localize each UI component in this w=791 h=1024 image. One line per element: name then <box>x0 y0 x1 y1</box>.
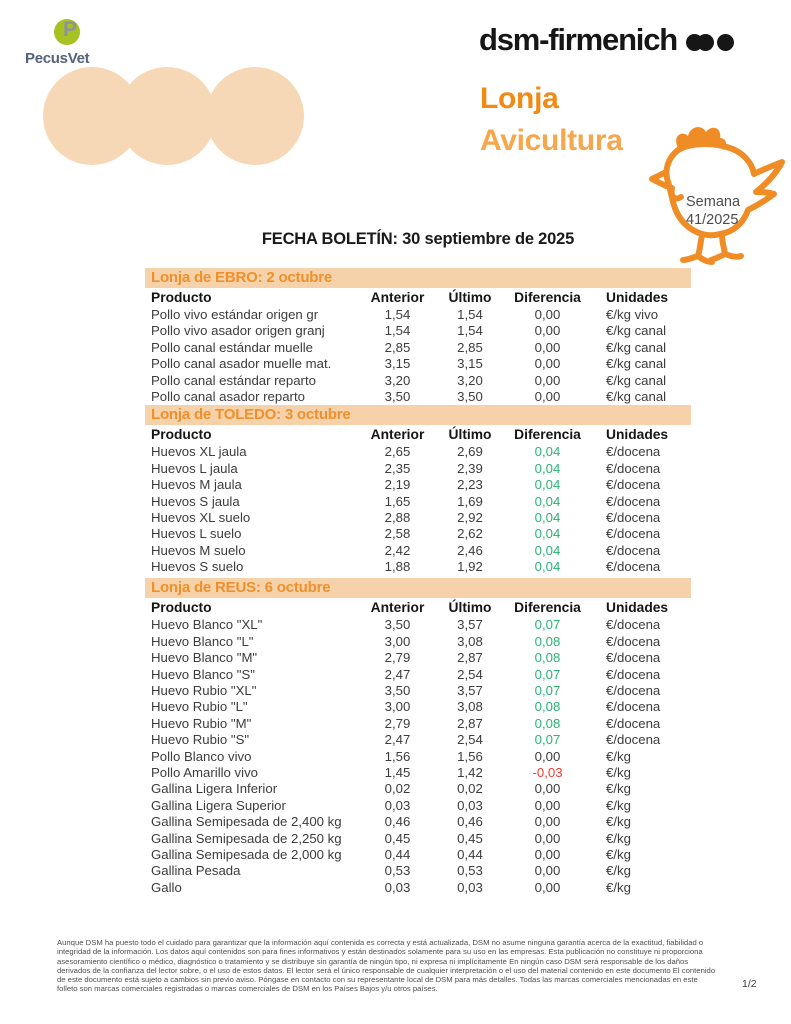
product-name: Pollo canal estándar muelle <box>151 339 314 355</box>
ultimo-value: 0,53 <box>457 863 483 879</box>
ultimo-value: 1,69 <box>457 493 483 509</box>
diferencia-value: 0,04 <box>534 460 561 476</box>
unidades-value: €/kg canal <box>606 323 667 339</box>
diferencia-value: 0,00 <box>534 748 561 764</box>
anterior-value: 1,54 <box>384 323 411 339</box>
page-number: 1/2 <box>742 978 757 990</box>
dsm-dots-icon <box>686 34 734 51</box>
diferencia-value: 0,04 <box>534 477 561 493</box>
table-row <box>145 477 691 493</box>
diferencia-value: 0,00 <box>534 388 561 404</box>
unidades-value: €/kg canal <box>606 356 667 372</box>
anterior-value: 2,42 <box>384 542 411 558</box>
ultimo-value: 0,45 <box>457 830 483 846</box>
unidades-value: €/kg <box>606 814 631 830</box>
diferencia-value: 0,00 <box>534 830 561 846</box>
table-row <box>145 543 691 559</box>
diferencia-value: 0,07 <box>534 666 561 682</box>
product-name: Pollo canal asador reparto <box>151 388 305 404</box>
unidades-value: €/kg <box>606 781 631 797</box>
ultimo-value: 3,15 <box>457 356 483 372</box>
diferencia-value: 0,00 <box>534 323 561 339</box>
ultimo-value: 2,54 <box>457 732 483 748</box>
table-row <box>145 559 691 575</box>
ultimo-value: 2,92 <box>457 509 483 525</box>
page-title-line1: Lonja <box>480 82 559 115</box>
column-header: Unidades <box>606 600 669 616</box>
column-header: Producto <box>151 600 212 616</box>
table-row <box>145 494 691 510</box>
unidades-value: €/kg <box>606 830 631 846</box>
diferencia-value: 0,00 <box>534 781 561 797</box>
ultimo-value: 0,44 <box>457 846 483 862</box>
diferencia-value: -0,03 <box>532 764 563 780</box>
anterior-value: 1,54 <box>384 307 411 322</box>
bulletin-date: FECHA BOLETÍN: 30 septiembre de 2025 <box>261 230 575 248</box>
ultimo-value: 1,54 <box>457 323 483 339</box>
diferencia-value: 0,00 <box>534 814 561 830</box>
diferencia-value: 0,00 <box>534 797 561 813</box>
table-row <box>145 798 691 814</box>
legal-disclaimer: Aunque DSM ha puesto todo el cuidado para garantizar que la información aquí contenida es correcta y está actualizada, DSM no asume ninguna garantía acerca de la exactitud, fiabilidad o integridad de la información. Los datos aquí contenidos son para fines informativos y están destinados solamente para su uso en las empresas. Esta publicación no constituye ni proporciona asesoramiento científico o médico, diagnóstico o tratamiento y se distribuye sin garantía de ningún tipo, ni expresa ni implícitamente En ningún caso DSM será responsable de los daños derivados de la confianza del lector sobre, o el uso de estos datos. El lector será el único responsable de cualquier interpretación o el uso del material contenido en este documento El contenido de este documento está sujeto a cambios sin previo aviso. Póngase en contacto con su representante local de DSM para más detalles. Todas las marcas comerciales mencionadas en este folleto son marcas comerciales registradas o marcas comerciales de DSM en los Países Bajos y/u otros países. <box>57 938 716 994</box>
column-header: Producto <box>151 290 212 305</box>
anterior-value: 0,03 <box>384 879 411 895</box>
product-name: Gallina Semipesada de 2,400 kg <box>151 814 342 830</box>
diferencia-value: 0,00 <box>534 372 561 388</box>
product-name: Gallina Semipesada de 2,250 kg <box>151 830 342 846</box>
table-row <box>145 356 691 372</box>
week-value: 41/2025 <box>686 211 739 228</box>
column-header: Diferencia <box>514 600 581 616</box>
product-name: Huevos S jaula <box>151 493 240 509</box>
table-row <box>145 732 691 748</box>
ultimo-value: 2,69 <box>457 444 483 460</box>
column-header: Último <box>448 600 492 616</box>
diferencia-value: 0,00 <box>534 863 561 879</box>
product-name: Pollo Amarillo vivo <box>151 764 259 780</box>
column-header: Unidades <box>606 427 669 443</box>
diferencia-value: 0,04 <box>534 444 561 460</box>
product-name: Huevo Blanco "XL" <box>151 617 263 633</box>
anterior-value: 2,79 <box>384 650 411 666</box>
anterior-value: 3,15 <box>384 356 411 372</box>
diferencia-value: 0,04 <box>534 526 561 542</box>
price-tables <box>145 268 691 896</box>
pecusvet-p-glyph: P <box>63 18 78 41</box>
unidades-value: €/kg <box>606 764 631 780</box>
column-header: Diferencia <box>514 427 581 443</box>
unidades-value: €/docena <box>606 699 661 715</box>
table-row <box>145 340 691 356</box>
ultimo-value: 2,23 <box>457 477 483 493</box>
anterior-value: 3,50 <box>384 617 411 633</box>
product-name: Pollo Blanco vivo <box>151 748 252 764</box>
anterior-value: 0,46 <box>384 814 411 830</box>
product-name: Huevo Rubio "XL" <box>151 683 257 699</box>
anterior-value: 2,79 <box>384 715 411 731</box>
page-title-line2: Avicultura <box>480 124 623 157</box>
diferencia-value: 0,04 <box>534 509 561 525</box>
diferencia-value: 0,00 <box>534 307 561 322</box>
unidades-value: €/kg vivo <box>606 307 659 322</box>
unidades-value: €/kg <box>606 879 631 895</box>
diferencia-value: 0,00 <box>534 846 561 862</box>
ultimo-value: 2,46 <box>457 542 483 558</box>
table-row <box>145 880 691 896</box>
diferencia-value: 0,04 <box>534 542 561 558</box>
diferencia-value: 0,00 <box>534 339 561 355</box>
diferencia-value: 0,07 <box>534 732 561 748</box>
ultimo-value: 3,57 <box>457 617 483 633</box>
table-header-row <box>145 289 691 307</box>
table-row <box>145 847 691 863</box>
ultimo-value: 3,08 <box>457 633 483 649</box>
table-row <box>145 650 691 666</box>
unidades-value: €/kg <box>606 863 631 879</box>
product-name: Huevos L suelo <box>151 526 242 542</box>
column-header: Anterior <box>370 290 425 305</box>
ultimo-value: 1,42 <box>457 764 483 780</box>
table-row <box>145 699 691 715</box>
table-row <box>145 526 691 542</box>
table-row <box>145 683 691 699</box>
unidades-value: €/docena <box>606 633 661 649</box>
table-row <box>145 863 691 879</box>
product-name: Huevos M suelo <box>151 542 246 558</box>
table-row <box>145 634 691 650</box>
table-row <box>145 389 691 405</box>
pecusvet-wordmark: PecusVet <box>25 50 90 67</box>
anterior-value: 0,44 <box>384 846 411 862</box>
table-row <box>145 373 691 389</box>
product-name: Huevos XL jaula <box>151 444 247 460</box>
decor-circle-2 <box>118 67 216 165</box>
unidades-value: €/docena <box>606 493 661 509</box>
unidades-value: €/kg canal <box>606 388 667 404</box>
section-banner: Lonja de TOLEDO: 3 octubre <box>145 405 691 425</box>
ultimo-value: 3,50 <box>457 388 483 404</box>
unidades-value: €/kg <box>606 748 631 764</box>
product-name: Huevo Blanco "M" <box>151 650 258 666</box>
anterior-value: 1,65 <box>384 493 411 509</box>
anterior-value: 3,50 <box>384 388 411 404</box>
table-row <box>145 667 691 683</box>
product-name: Huevo Blanco "S" <box>151 666 255 682</box>
anterior-value: 2,65 <box>384 444 411 460</box>
ultimo-value: 3,08 <box>457 699 483 715</box>
ultimo-value: 2,87 <box>457 650 483 666</box>
week-label: Semana <box>686 194 741 210</box>
product-name: Huevos S suelo <box>151 559 244 575</box>
anterior-value: 2,47 <box>384 666 411 682</box>
ultimo-value: 1,56 <box>457 748 483 764</box>
anterior-value: 2,19 <box>384 477 411 493</box>
column-header: Anterior <box>370 600 425 616</box>
anterior-value: 0,02 <box>384 781 411 797</box>
product-name: Huevo Blanco "L" <box>151 633 254 649</box>
table-row <box>145 307 691 323</box>
table-row <box>145 461 691 477</box>
table-header-row <box>145 426 691 444</box>
unidades-value: €/docena <box>606 666 661 682</box>
diferencia-value: 0,04 <box>534 493 561 509</box>
unidades-value: €/docena <box>606 509 661 525</box>
diferencia-value: 0,08 <box>534 699 561 715</box>
unidades-value: €/docena <box>606 559 661 575</box>
section-banner: Lonja de REUS: 6 octubre <box>145 578 691 598</box>
anterior-value: 2,88 <box>384 509 411 525</box>
ultimo-value: 0,46 <box>457 814 483 830</box>
product-name: Gallina Ligera Superior <box>151 797 286 813</box>
product-name: Pollo canal asador muelle mat. <box>151 356 332 372</box>
product-name: Gallina Semipesada de 2,000 kg <box>151 846 342 862</box>
ultimo-value: 2,85 <box>457 339 483 355</box>
column-header: Último <box>448 427 492 443</box>
decor-circle-3 <box>206 67 304 165</box>
table-header-row <box>145 599 691 617</box>
product-name: Pollo canal estándar reparto <box>151 372 316 388</box>
diferencia-value: 0,00 <box>534 879 561 895</box>
table-row <box>145 323 691 339</box>
diferencia-value: 0,00 <box>534 356 561 372</box>
table-row <box>145 716 691 732</box>
unidades-value: €/docena <box>606 460 661 476</box>
product-name: Huevos M jaula <box>151 477 242 493</box>
page-title <box>480 78 623 162</box>
ultimo-value: 2,62 <box>457 526 483 542</box>
product-name: Gallina Pesada <box>151 863 241 879</box>
dsm-firmenich-wordmark: dsm-firmenich <box>479 22 677 57</box>
unidades-value: €/docena <box>606 715 661 731</box>
ultimo-value: 2,39 <box>457 460 483 476</box>
column-header: Anterior <box>370 427 425 443</box>
product-name: Huevos L jaula <box>151 460 238 476</box>
product-name: Pollo vivo asador origen granj <box>151 323 325 339</box>
diferencia-value: 0,08 <box>534 715 561 731</box>
anterior-value: 0,53 <box>384 863 411 879</box>
anterior-value: 1,56 <box>384 748 411 764</box>
table-row <box>145 814 691 830</box>
unidades-value: €/docena <box>606 683 661 699</box>
anterior-value: 2,58 <box>384 526 411 542</box>
column-header: Producto <box>151 427 212 443</box>
section-banner: Lonja de EBRO: 2 octubre <box>145 268 691 288</box>
column-header: Último <box>448 290 492 305</box>
diferencia-value: 0,07 <box>534 617 561 633</box>
anterior-value: 0,03 <box>384 797 411 813</box>
ultimo-value: 1,92 <box>457 559 483 575</box>
product-name: Huevo Rubio "S" <box>151 732 250 748</box>
unidades-value: €/kg canal <box>606 339 667 355</box>
ultimo-value: 2,54 <box>457 666 483 682</box>
ultimo-value: 1,54 <box>457 307 483 322</box>
dsm-firmenich-logo <box>479 22 734 58</box>
product-name: Gallina Ligera Inferior <box>151 781 278 797</box>
anterior-value: 1,88 <box>384 559 411 575</box>
anterior-value: 2,47 <box>384 732 411 748</box>
table-row <box>145 444 691 460</box>
pecusvet-logo-icon <box>54 19 80 45</box>
table-row <box>145 749 691 765</box>
table-row <box>145 831 691 847</box>
diferencia-value: 0,08 <box>534 633 561 649</box>
unidades-value: €/docena <box>606 477 661 493</box>
ultimo-value: 2,87 <box>457 715 483 731</box>
product-name: Huevo Rubio "M" <box>151 715 252 731</box>
unidades-value: €/docena <box>606 526 661 542</box>
table-row <box>145 510 691 526</box>
ultimo-value: 0,03 <box>457 879 483 895</box>
product-name: Gallo <box>151 879 182 895</box>
ultimo-value: 3,20 <box>457 372 483 388</box>
unidades-value: €/kg <box>606 797 631 813</box>
table-row <box>145 765 691 781</box>
anterior-value: 3,50 <box>384 683 411 699</box>
table-row <box>145 617 691 633</box>
product-name: Pollo vivo estándar origen gr <box>151 307 319 322</box>
unidades-value: €/kg canal <box>606 372 667 388</box>
unidades-value: €/kg <box>606 846 631 862</box>
ultimo-value: 0,03 <box>457 797 483 813</box>
week-badge <box>686 194 740 229</box>
anterior-value: 0,45 <box>384 830 411 846</box>
anterior-value: 2,85 <box>384 339 411 355</box>
column-header: Unidades <box>606 290 669 305</box>
column-header: Diferencia <box>514 290 581 305</box>
table-row <box>145 781 691 797</box>
ultimo-value: 3,57 <box>457 683 483 699</box>
product-name: Huevos XL suelo <box>151 509 251 525</box>
unidades-value: €/docena <box>606 617 661 633</box>
anterior-value: 1,45 <box>384 764 411 780</box>
diferencia-value: 0,04 <box>534 559 561 575</box>
anterior-value: 3,20 <box>384 372 411 388</box>
product-name: Huevo Rubio "L" <box>151 699 248 715</box>
anterior-value: 2,35 <box>384 460 411 476</box>
unidades-value: €/docena <box>606 542 661 558</box>
diferencia-value: 0,08 <box>534 650 561 666</box>
anterior-value: 3,00 <box>384 699 411 715</box>
unidades-value: €/docena <box>606 732 661 748</box>
anterior-value: 3,00 <box>384 633 411 649</box>
unidades-value: €/docena <box>606 650 661 666</box>
diferencia-value: 0,07 <box>534 683 561 699</box>
ultimo-value: 0,02 <box>457 781 483 797</box>
unidades-value: €/docena <box>606 444 661 460</box>
